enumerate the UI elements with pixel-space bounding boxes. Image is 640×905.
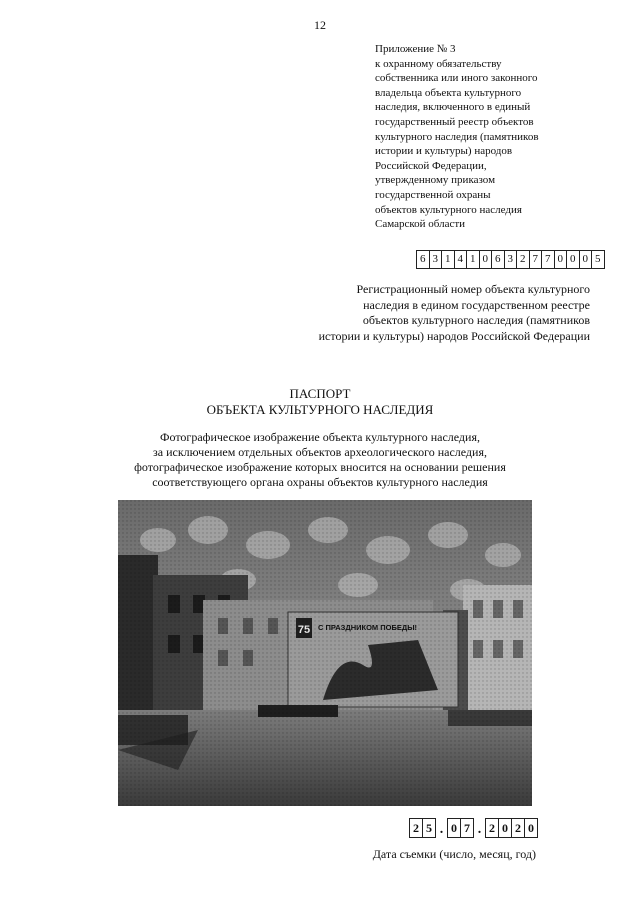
registration-digit: 6: [417, 251, 430, 268]
registration-digit: 6: [492, 251, 505, 268]
date-day-digit: 5: [423, 818, 436, 838]
appendix-block: [375, 42, 625, 232]
date-day-digit: 2: [409, 818, 423, 838]
date-month-digit: 7: [461, 818, 474, 838]
appendix-line: Самарской области: [375, 218, 466, 231]
registration-digit: 1: [442, 251, 455, 268]
registration-caption: [280, 282, 590, 344]
photo-caption-line: фотографическое изображение которых вносится на основании решения: [134, 460, 506, 474]
date-month-digit: 0: [447, 818, 461, 838]
registration-digit: 4: [455, 251, 468, 268]
appendix-line: объектов культурного наследия: [375, 203, 522, 216]
date-year-digit: 2: [485, 818, 499, 838]
appendix-line: государственной охраны: [375, 188, 491, 201]
appendix-line: утвержденному приказом: [375, 174, 496, 187]
date-year-digit: 0: [499, 818, 512, 838]
appendix-line: государственный реестр объектов: [375, 115, 534, 128]
registration-digit: 5: [595, 253, 601, 265]
passport-title-line: ПАСПОРТ: [289, 386, 351, 401]
photo-illustration: [118, 500, 532, 806]
registration-caption-line: наследия в едином государственном реестре: [363, 297, 590, 312]
registration-digit: 3: [505, 251, 518, 268]
photo-caption: [0, 430, 640, 490]
photo-caption-line: соответствующего органа охраны объектов культурного наследия: [152, 475, 488, 489]
passport-title: [0, 386, 640, 418]
appendix-line: истории и культуры) народов: [375, 145, 513, 158]
object-photograph: [118, 500, 532, 806]
photo-caption-line: за исключением отдельных объектов археологического наследия,: [153, 445, 487, 459]
passport-title-line: ОБЪЕКТА КУЛЬТУРНОГО НАСЛЕДИЯ: [206, 402, 434, 417]
registration-digit: 0: [480, 251, 493, 268]
registration-digit: 1: [467, 251, 480, 268]
date-caption: Дата съемки (число, месяц, год): [372, 847, 536, 861]
appendix-line: Приложение № 3: [375, 43, 456, 55]
date-separator: .: [477, 822, 482, 837]
registration-digit: 0: [580, 251, 593, 268]
registration-digit: 0: [567, 251, 580, 268]
appendix-line: Российской Федерации,: [375, 159, 487, 172]
date-year-digit: 0: [525, 818, 538, 838]
registration-digit: 7: [542, 251, 555, 268]
appendix-line: к охранному обязательству: [375, 57, 502, 70]
appendix-line: наследия, включенного в единый: [375, 101, 531, 114]
registration-digit: 0: [555, 251, 568, 268]
appendix-line: собственника или иного законного: [375, 72, 538, 85]
registration-number-box: [416, 250, 605, 269]
page-number: 12: [314, 18, 326, 32]
appendix-line: владельца объекта культурного: [375, 86, 522, 99]
date-separator: .: [439, 822, 444, 837]
registration-caption-line: объектов культурного наследия (памятников: [362, 313, 590, 327]
registration-caption-line: Регистрационный номер объекта культурного: [356, 282, 590, 296]
registration-digit: 7: [530, 251, 543, 268]
registration-caption-line: истории и культуры) народов Российской Федерации: [318, 328, 590, 343]
appendix-line: культурного наследия (памятников: [375, 130, 539, 143]
shooting-date-box: [409, 818, 538, 838]
date-year-digit: 2: [512, 818, 525, 838]
registration-digit: 3: [430, 251, 443, 268]
photo-caption-line: Фотографическое изображение объекта культурного наследия,: [160, 430, 480, 444]
registration-digit: 2: [517, 251, 530, 268]
